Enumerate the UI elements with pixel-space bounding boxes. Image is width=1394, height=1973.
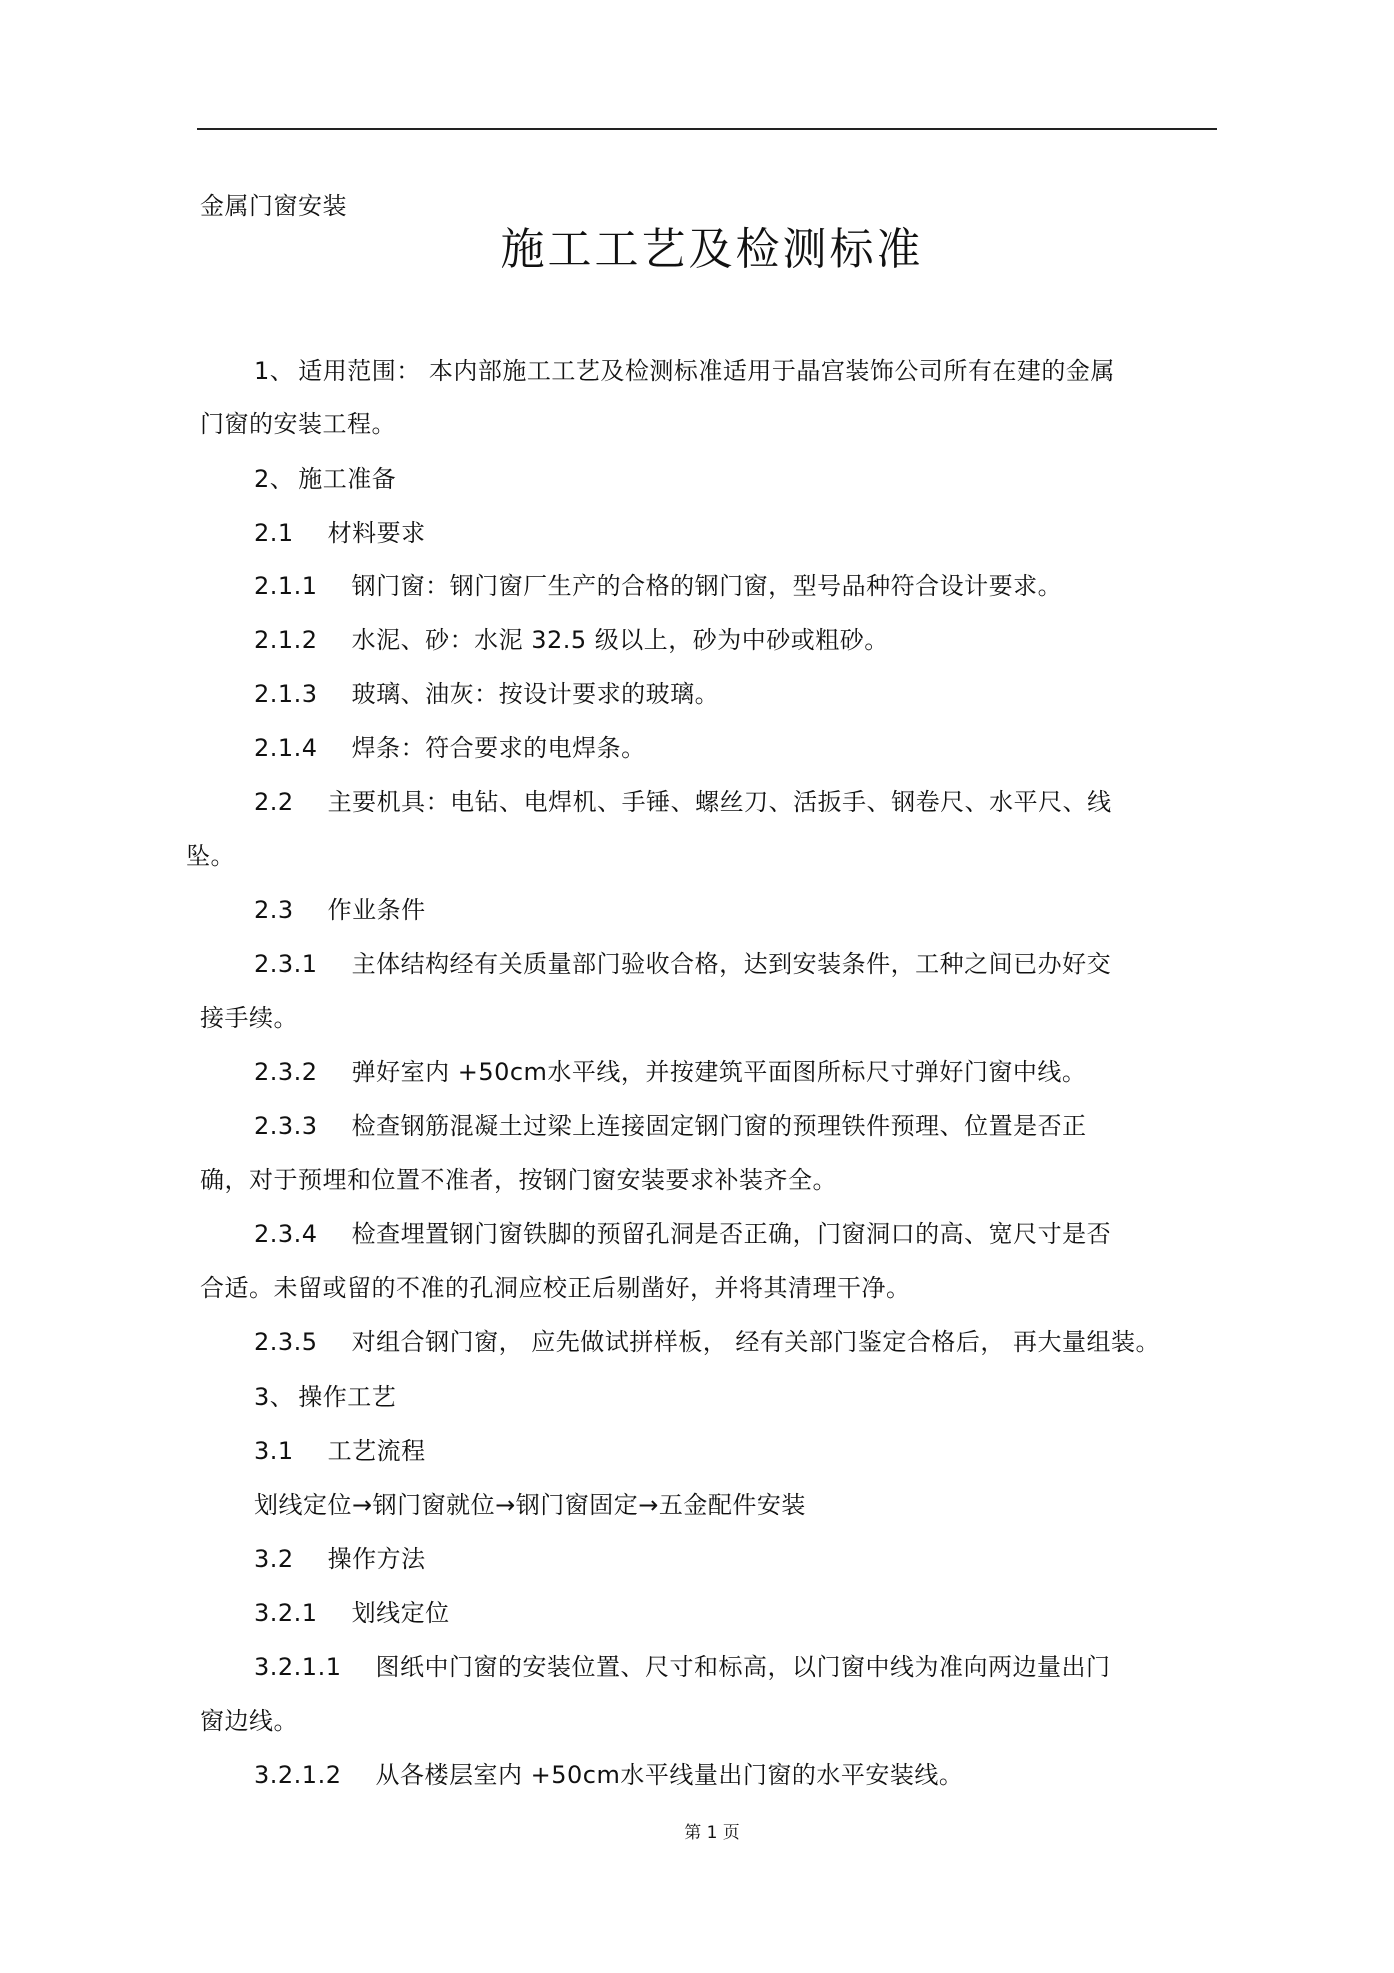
section-number: 2.2 bbox=[254, 788, 294, 816]
paragraph-text: 图纸中门窗的安装位置、尺寸和标高，以门窗中线为准向两边量出门 bbox=[375, 1653, 1111, 1681]
section-number: 2.1.1 bbox=[254, 572, 318, 600]
body-line bbox=[254, 355, 1115, 387]
body-line bbox=[254, 948, 1111, 980]
paragraph-text: 操作工艺 bbox=[298, 1383, 397, 1411]
paragraph-text: 对组合钢门窗， 应先做试拼样板， 经有关部门鉴定合格后， 再大量组装。 bbox=[351, 1328, 1160, 1356]
paragraph-text: 作业条件 bbox=[327, 896, 426, 924]
paragraph-text: 水泥、砂：水泥 32.5 级以上，砂为中砂或粗砂。 bbox=[351, 626, 889, 654]
section-number: 1、 bbox=[254, 357, 295, 385]
body-line bbox=[254, 1110, 1087, 1142]
body-line bbox=[200, 1002, 298, 1034]
header-rule bbox=[197, 128, 1217, 130]
body-line bbox=[254, 1543, 426, 1575]
body-line bbox=[200, 1705, 298, 1737]
body-line bbox=[200, 408, 396, 440]
paragraph-text: 弹好室内 +50cm水平线，并按建筑平面图所标尺寸弹好门窗中线。 bbox=[351, 1058, 1087, 1086]
body-line bbox=[254, 1381, 396, 1413]
section-number: 2.1 bbox=[254, 519, 294, 547]
paragraph-text: 检查钢筋混凝土过梁上连接固定钢门窗的预理铁件预理、位置是否正 bbox=[351, 1112, 1087, 1140]
body-line bbox=[254, 1326, 1160, 1358]
body-line bbox=[254, 1759, 963, 1791]
paragraph-text: 门窗的安装工程。 bbox=[200, 410, 396, 438]
paragraph-text: 从各楼层室内 +50cm水平线量出门窗的水平安装线。 bbox=[375, 1761, 964, 1789]
body-line bbox=[254, 1435, 426, 1467]
section-number: 2.3.2 bbox=[254, 1058, 318, 1086]
section-number: 2.3.3 bbox=[254, 1112, 318, 1140]
section-number: 2.1.3 bbox=[254, 680, 318, 708]
body-line bbox=[254, 517, 426, 549]
paragraph-text: 钢门窗：钢门窗厂生产的合格的钢门窗，型号品种符合设计要求。 bbox=[351, 572, 1063, 600]
doc-subtitle: 金属门窗安装 bbox=[200, 192, 347, 220]
section-number: 3.2.1 bbox=[254, 1599, 318, 1627]
body-line bbox=[254, 1489, 806, 1521]
paragraph-text: 划线定位→钢门窗就位→钢门窗固定→五金配件安装 bbox=[254, 1491, 806, 1519]
paragraph-text: 检查埋置钢门窗铁脚的预留孔洞是否正确，门窗洞口的高、宽尺寸是否 bbox=[351, 1220, 1112, 1248]
paragraph-text: 坠。 bbox=[186, 842, 235, 870]
paragraph-text: 划线定位 bbox=[351, 1599, 450, 1627]
paragraph-text: 操作方法 bbox=[327, 1545, 426, 1573]
body-line bbox=[200, 1272, 911, 1304]
section-number: 2、 bbox=[254, 465, 295, 493]
paragraph-text: 主体结构经有关质量部门验收合格，达到安装条件，工种之间已办好交 bbox=[351, 950, 1112, 978]
paragraph-text: 接手续。 bbox=[200, 1004, 298, 1032]
paragraph-text: 焊条：符合要求的电焊条。 bbox=[351, 734, 646, 762]
body-line bbox=[254, 732, 646, 764]
paragraph-text: 主要机具：电钻、电焊机、手锤、螺丝刀、活扳手、钢卷尺、水平尺、线 bbox=[327, 788, 1112, 816]
body-line bbox=[186, 840, 235, 872]
section-number: 2.3.5 bbox=[254, 1328, 318, 1356]
paragraph-text: 工艺流程 bbox=[327, 1437, 426, 1465]
body-line bbox=[254, 624, 889, 656]
section-number: 2.3.1 bbox=[254, 950, 318, 978]
section-number: 2.3 bbox=[254, 896, 294, 924]
body-line bbox=[254, 678, 719, 710]
paragraph-text: 施工准备 bbox=[298, 465, 397, 493]
section-number: 3.1 bbox=[254, 1437, 294, 1465]
section-number: 3、 bbox=[254, 1383, 295, 1411]
section-number: 2.1.4 bbox=[254, 734, 318, 762]
body-line bbox=[254, 894, 426, 926]
doc-title: 施工工艺及检测标准 bbox=[500, 224, 924, 275]
body-line bbox=[254, 1218, 1111, 1250]
body-line bbox=[254, 786, 1112, 818]
body-line bbox=[254, 463, 396, 495]
paragraph-text: 材料要求 bbox=[327, 519, 426, 547]
page-number: 第 1 页 bbox=[684, 1823, 740, 1843]
section-number: 2.3.4 bbox=[254, 1220, 318, 1248]
section-number: 2.1.2 bbox=[254, 626, 318, 654]
section-number: 3.2 bbox=[254, 1545, 294, 1573]
body-line bbox=[254, 1651, 1110, 1683]
body-line bbox=[254, 1597, 450, 1629]
paragraph-text: 适用范围： 本内部施工工艺及检测标准适用于晶宫装饰公司所有在建的金属 bbox=[298, 357, 1115, 385]
paragraph-text: 确，对于预埋和位置不准者，按钢门窗安装要求补装齐全。 bbox=[200, 1166, 837, 1194]
paragraph-text: 玻璃、油灰：按设计要求的玻璃。 bbox=[351, 680, 720, 708]
body-line bbox=[254, 570, 1062, 602]
paragraph-text: 合适。未留或留的不准的孔洞应校正后剔凿好，并将其清理干净。 bbox=[200, 1274, 911, 1302]
paragraph-text: 窗边线。 bbox=[200, 1707, 298, 1735]
section-number: 3.2.1.1 bbox=[254, 1653, 342, 1681]
body-line bbox=[254, 1056, 1086, 1088]
body-line bbox=[200, 1164, 837, 1196]
section-number: 3.2.1.2 bbox=[254, 1761, 342, 1789]
